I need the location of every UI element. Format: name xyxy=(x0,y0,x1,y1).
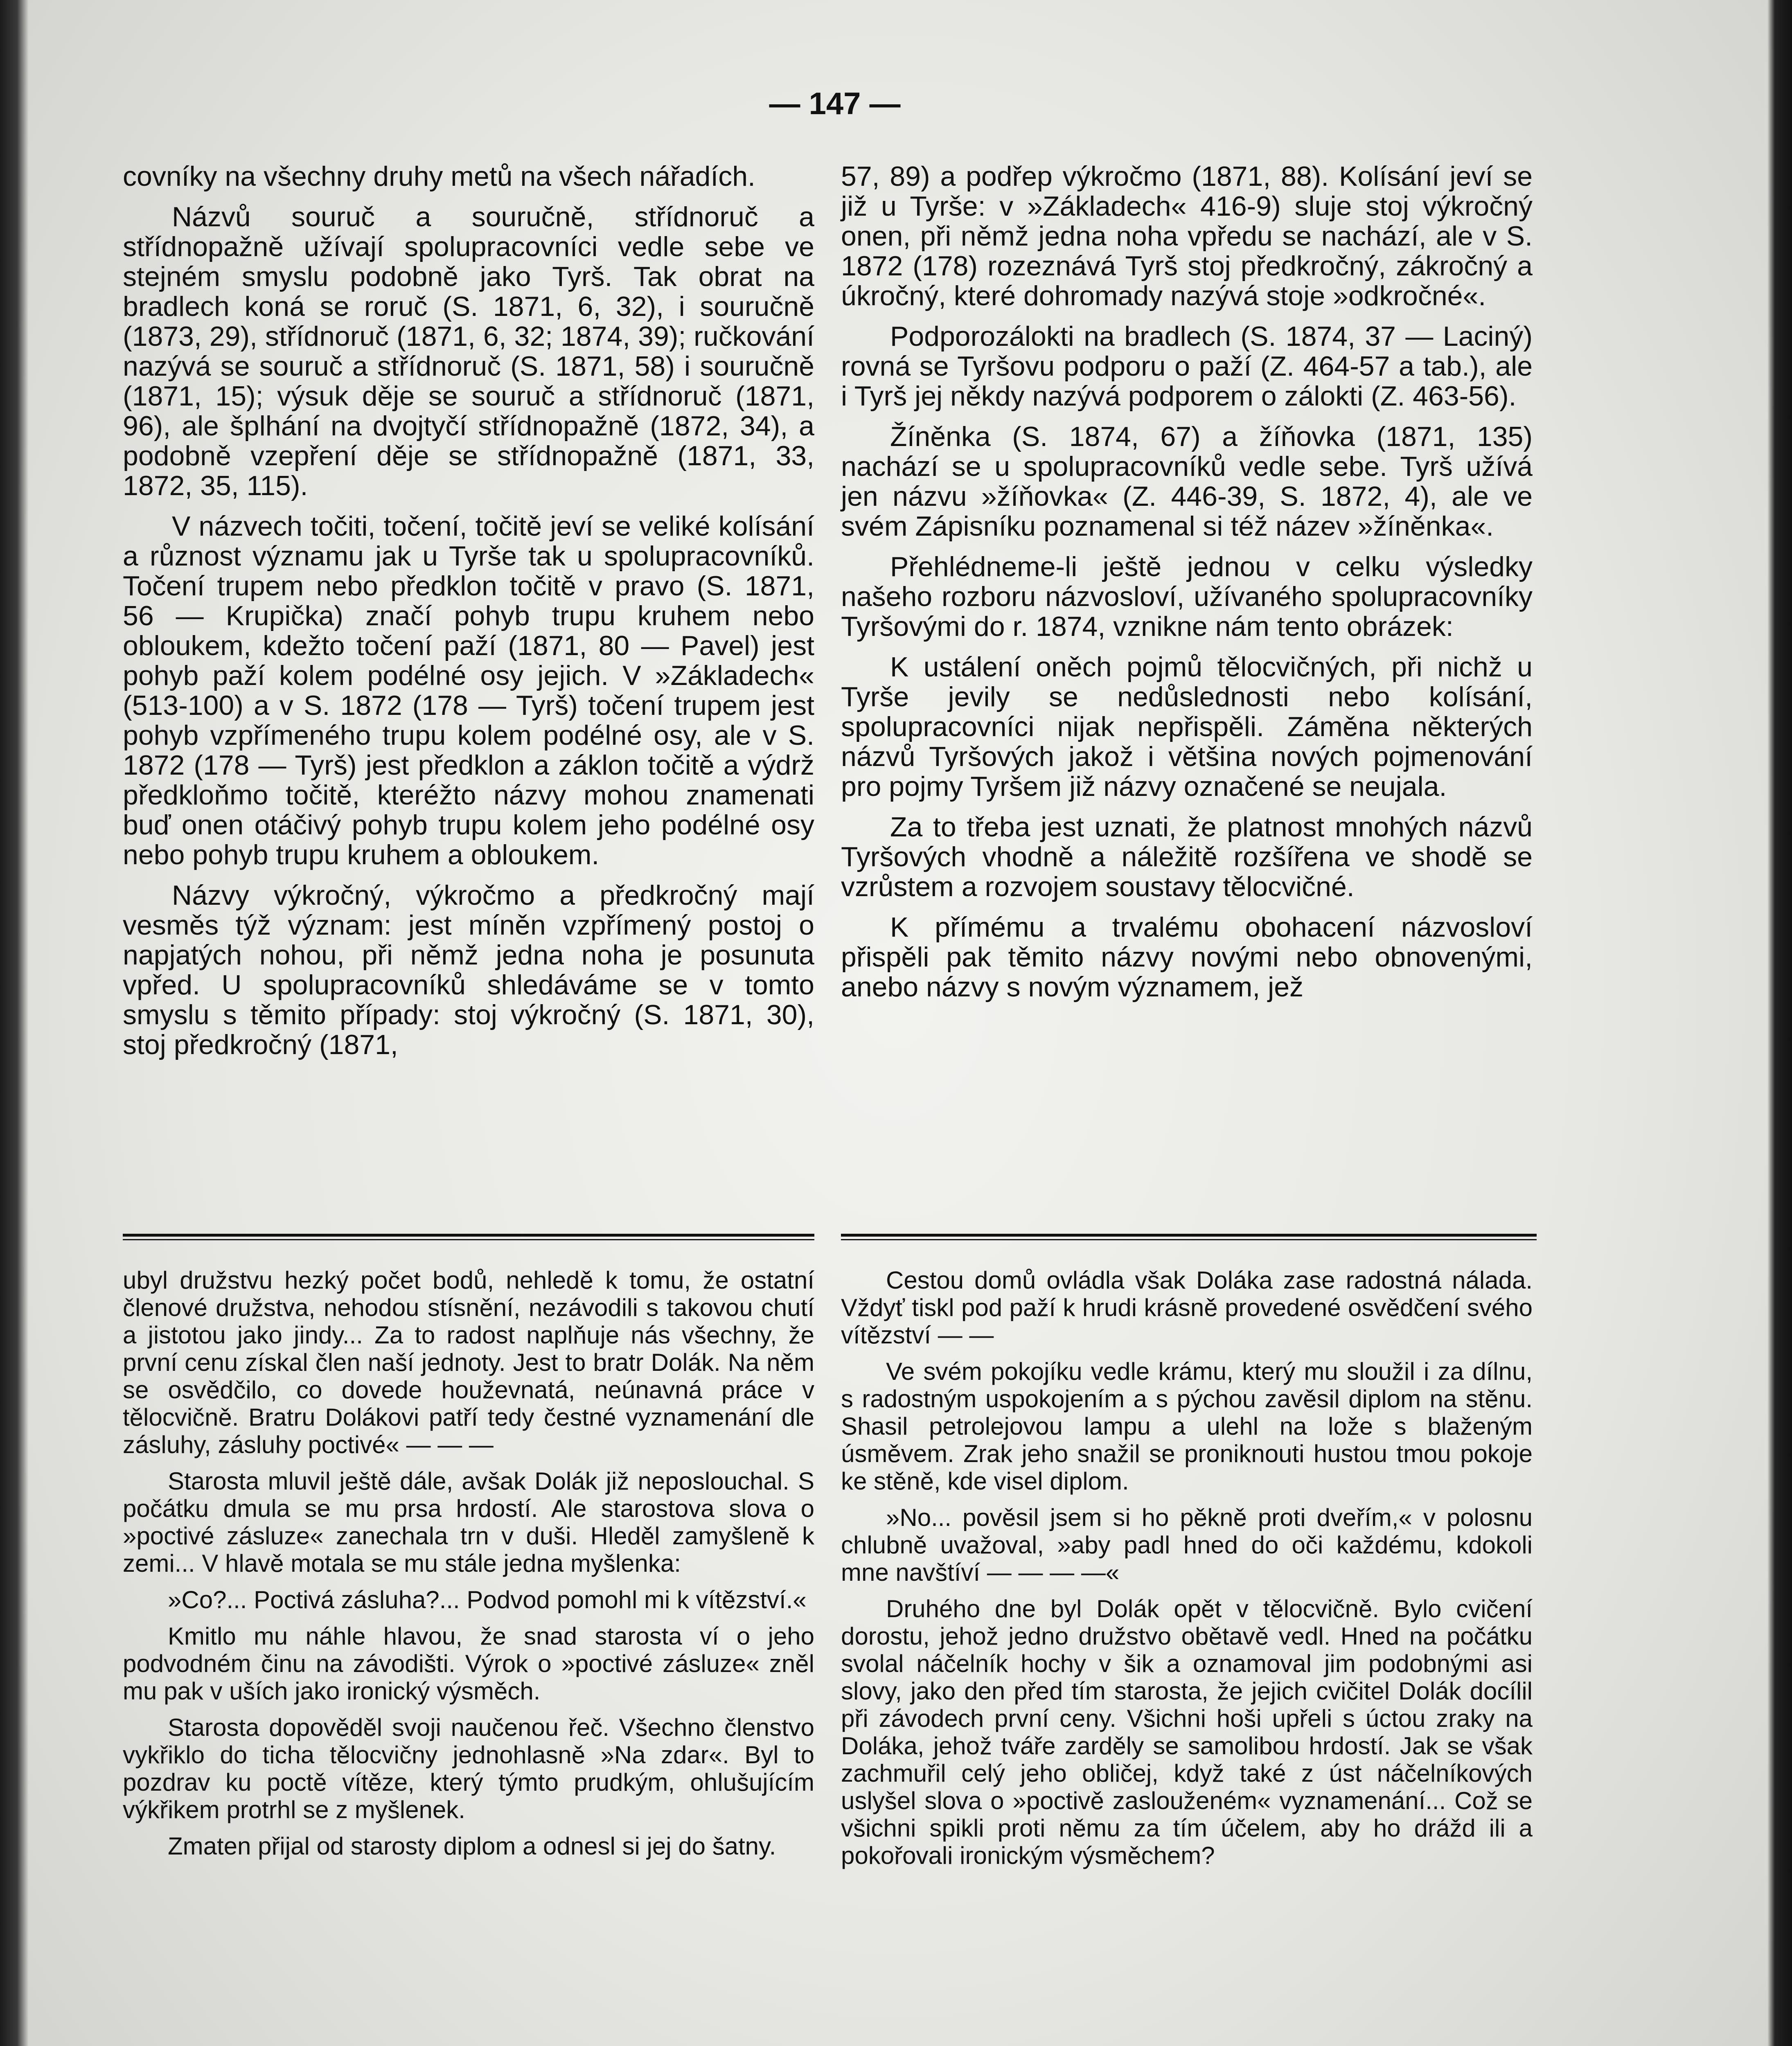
separator-rule-right xyxy=(841,1234,1537,1240)
paragraph: Podporozálokti na bradlech (S. 1874, 37 — Laciný) rovná se Tyršovu podporu o paží (Z. 464-57 a tab.), ale i Tyrš jej někdy nazývá podporem o zálokti (Z. 463-56). xyxy=(841,321,1533,412)
scan-edge-right xyxy=(1767,0,1792,2046)
paragraph: »No... pověsil jsem si ho pěkně proti dveřím,« v polosnu chlubně uvažoval, »aby padl hned do oči každému, kdokoli mne navštíví — — — —« xyxy=(841,1504,1533,1586)
paragraph: Přehlédneme-li ještě jednou v celku výsledky našeho rozboru názvosloví, užívaného spolupracovníky Tyršovými do r. 1874, vznikne nám tento obrázek: xyxy=(841,551,1533,642)
paragraph: Kmitlo mu náhle hlavou, že snad starosta ví o jeho podvodném činu na závodišti. Výrok o »poctivé zásluze« zněl mu pak v uších jako ironický výsměch. xyxy=(123,1622,814,1705)
paragraph: V názvech točiti, točení, točitě jeví se veliké kolísání a různost významu jak u Tyrše tak u spolupracovníků. Točení trupem nebo předklon točitě v pravo (S. 1871, 56 — Krupička) značí pohyb trupu kruhem nebo obloukem, kdežto točení paží (1871, 80 — Pavel) jest pohyb paží kolem podélné osy jejich. V »Základech« (513-100) a v S. 1872 (178 — Tyrš) točení trupem jest pohyb vzpřímeného trupu kolem podélné osy, ale v S. 1872 (178 — Tyrš) jest předklon a záklon točitě a výdrž předkloňmo točitě, kteréžto názvy mohou znamenati buď onen otáčivý pohyb trupu kolem jeho podélné osy nebo pohyb trupu kruhem a obloukem. xyxy=(123,511,814,870)
story-column-right xyxy=(841,1266,1533,1878)
paragraph: Cestou domů ovládla však Doláka zase radostná nálada. Vždyť tiskl pod paží k hrudi krásně provedené osvědčení svého vítězství — — xyxy=(841,1266,1533,1349)
article-column-right xyxy=(841,162,1533,1006)
separator-rule-left xyxy=(123,1234,814,1240)
paragraph: Druhého dne byl Dolák opět v tělocvičně. Bylo cvičení dorostu, jehož jedno družstvo obětavě vedl. Hned na počátku svolal náčelník hochy v šik a oznamoval jim podobnými asi slovy, jako den před tím starosta, že jejich cvičitel Dolák docílil při závodech první ceny. Všichni hoši upřeli s úctou zraky na Doláka, jehož tváře zarděly se samolibou hrdostí. Jak se však zachmuřil celý jeho obličej, když také z úst náčelníkových uslyšel slova o »poctivě zaslouženém« vyznamenání... Což se všichni spikli proti němu za tím účelem, aby ho drážd ili a pokořovali ironickým výsměchem? xyxy=(841,1595,1533,1869)
paragraph: Zmaten přijal od starosty diplom a odnesl si jej do šatny. xyxy=(168,1832,776,1860)
paragraph: Názvů souruč a souručně, střídnoruč a střídnopažně užívají spolupracovníci vedle sebe ve stejném smyslu podobně jako Tyrš. Tak obrat na bradlech koná se roruč (S. 1871, 6, 32), i souručně (1873, 29), střídnoruč (1871, 6, 32; 1874, 39); ručkování nazývá se souruč a střídnoruč (S. 1871, 58) i souručně (1871, 15); výsuk děje se souruč a střídnoruč (1871, 96), ale šplhání na dvojtyčí střídnopažně (1872, 34), a podobně vzepření děje se střídnopažně (1871, 33, 1872, 35, 115). xyxy=(123,201,814,501)
paragraph: ubyl družstvu hezký počet bodů, nehledě k tomu, že ostatní členové družstva, nehodou stísnění, nezávodili s takovou chutí a jistotou jako jindy... Za to radost naplňuje nás všechny, že první cenu získal člen naší jednoty. Jest to bratr Dolák. Na něm se osvědčilo, co dovede houževnatá, neúnavná práce v tělocvičně. Bratru Dolákovi patří tedy čestné vyznamenání dle zásluhy, zásluhy poctivé« — — — xyxy=(123,1266,814,1458)
article-column-left xyxy=(123,162,814,1064)
paragraph: covníky na všechny druhy metů na všech nářadích. xyxy=(123,161,755,192)
story-column-left xyxy=(123,1266,814,1869)
paragraph: Za to třeba jest uznati, že platnost mnohých názvů Tyršových vhodně a náležitě rozšířena ve shodě se vzrůstem a rozvojem soustavy tělocvičné. xyxy=(841,811,1533,902)
paragraph: Starosta dopověděl svoji naučenou řeč. Všechno členstvo vykřiklo do ticha tělocvičny jednohlasně »Na zdar«. Byl to pozdrav ku poctě vítěze, který týmto prudkým, ohlušujícím výkřikem protrhl se z myšlenek. xyxy=(123,1714,814,1823)
paragraph: K přímému a trvalému obohacení názvosloví přispěli pak těmito názvy novými nebo obnovenými, anebo názvy s novým významem, jež xyxy=(841,912,1533,1003)
paragraph: »Co?... Poctivá zásluha?... Podvod pomohl mi k vítězství.« xyxy=(168,1586,807,1613)
page-number: — 147 — xyxy=(769,86,901,121)
paragraph: Starosta mluvil ještě dále, avšak Dolák již neposlouchal. S počátku dmula se mu prsa hrdostí. Ale starostova slova o »poctivé zásluze« zanechala trn v duši. Hleděl zamyšleně k zemi... V hlavě motala se mu stále jedna myšlenka: xyxy=(123,1467,814,1577)
scan-edge-left xyxy=(0,0,29,2046)
paragraph: K ustálení oněch pojmů tělocvičných, při nichž u Tyrše jevily se nedůslednosti nebo kolísání, spolupracovníci nijak nepřispěli. Záměna některých názvů Tyršových jakož i většina nových pojmenování pro pojmy Tyršem již názvy označené se neujala. xyxy=(841,651,1533,802)
paragraph: Názvy výkročný, výkročmo a předkročný mají vesměs týž význam: jest míněn vzpřímený postoj o napjatých nohou, při němž jedna noha je posunuta vpřed. U spolupracovníků shledáváme se v tomto smyslu s těmito případy: stoj výkročný (S. 1871, 30), stoj předkročný (1871, xyxy=(123,880,814,1060)
paragraph: Žíněnka (S. 1874, 67) a žíňovka (1871, 135) nachází se u spolupracovníků vedle sebe. Tyrš užívá jen názvu »žíňovka« (Z. 446-39, S. 1872, 4), ale ve svém Zápisníku poznamenal si též název »žíněnka«. xyxy=(841,421,1533,542)
paragraph: 57, 89) a podřep výkročmo (1871, 88). Kolísání jeví se již u Tyrše: v »Základech« 416-9) sluje stoj výkročný onen, při němž jedna noha vpředu se nachází, ale v S. 1872 (178) rozeznává Tyrš stoj předkročný, zákročný a úkročný, které dohromady nazývá stoje »odkročné«. xyxy=(841,161,1533,311)
paragraph: Ve svém pokojíku vedle krámu, který mu sloužil i za dílnu, s radostným uspokojením a s pýchou zavěsil diplom na stěnu. Shasil petrolejovou lampu a ulehl na lože s blaženým úsměvem. Zrak jeho snažil se proniknouti hustou tmou pokoje ke stěně, kde visel diplom. xyxy=(841,1358,1533,1495)
